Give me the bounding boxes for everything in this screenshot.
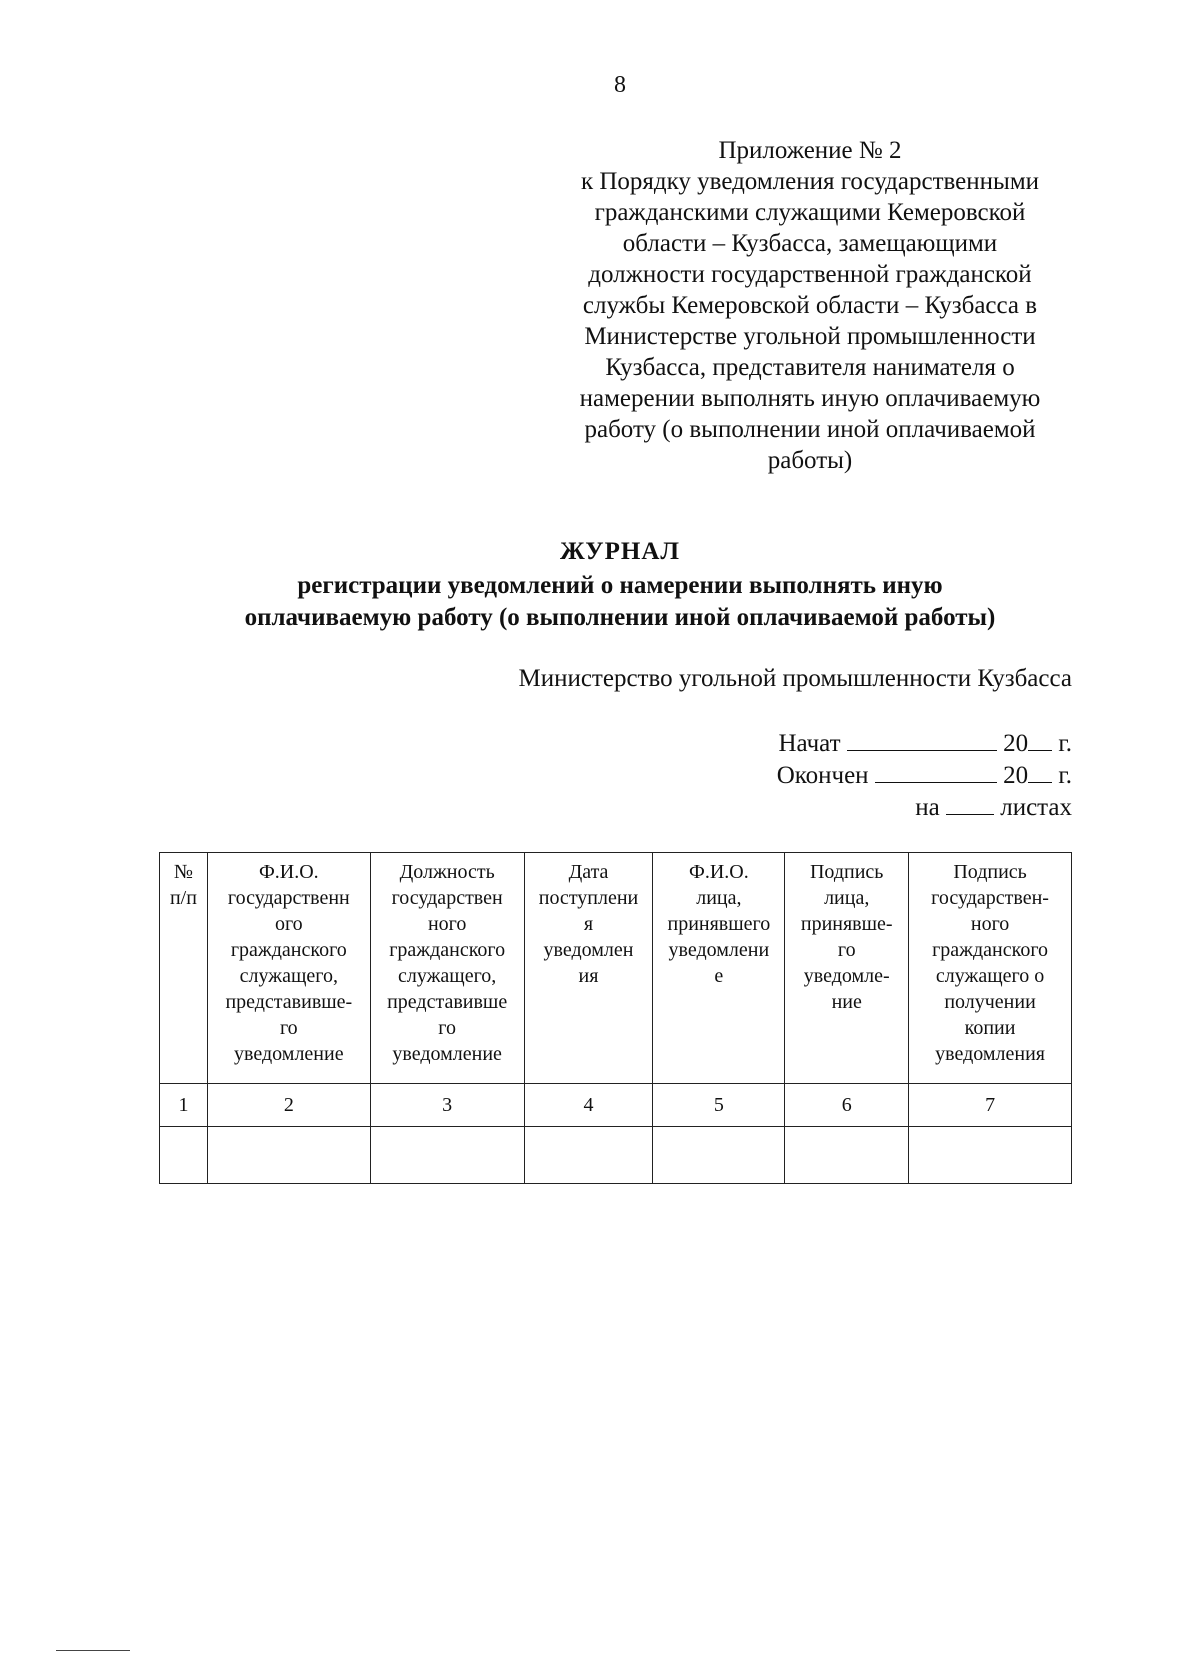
appendix-block [555, 135, 1065, 476]
header-line: лица, [696, 887, 742, 909]
header-line: уведомление [234, 1043, 344, 1065]
journal-subtitle-line: регистрации уведомлений о намерении выполнять иную [297, 572, 943, 599]
appendix-line: Кузбасса, представителя нанимателя о [605, 354, 1015, 381]
journal-subtitle-line: оплачиваемую работу (о выполнении иной оплачиваемой работы) [244, 604, 996, 631]
ended-year-suffix: г. [1058, 762, 1072, 789]
page-number: 8 [614, 72, 626, 98]
header-line: государственн [227, 887, 350, 909]
empty-cell [207, 1127, 370, 1184]
column-number-cell: 3 [370, 1084, 524, 1127]
started-year-suffix: г. [1058, 730, 1072, 757]
sheets-row [777, 792, 1072, 824]
header-line: гражданского [389, 939, 506, 961]
header-cell [524, 853, 653, 1084]
appendix-line: Приложение № 2 [718, 137, 902, 164]
header-line: получении [944, 991, 1036, 1013]
started-label: Начат [778, 730, 841, 757]
empty-cell [909, 1127, 1072, 1184]
column-number-cell: 5 [653, 1084, 785, 1127]
column-number-cell: 1 [160, 1084, 208, 1127]
appendix-line: работы) [767, 447, 853, 474]
header-cell [785, 853, 909, 1084]
header-cell [370, 853, 524, 1084]
header-cell [653, 853, 785, 1084]
header-line: го [837, 939, 856, 961]
header-line: служащего, [398, 965, 497, 987]
empty-cell [160, 1127, 208, 1184]
empty-cell [653, 1127, 785, 1184]
column-number-cell: 2 [207, 1084, 370, 1127]
header-cell [207, 853, 370, 1084]
header-line: государствен [391, 887, 503, 909]
header-line: уведомлени [668, 939, 770, 961]
column-number-cell: 7 [909, 1084, 1072, 1127]
column-number-cell: 6 [785, 1084, 909, 1127]
header-line: го [438, 1017, 457, 1039]
sheets-prefix: на [915, 794, 940, 821]
header-line: уведомлен [543, 939, 634, 961]
header-row [160, 853, 1072, 1084]
header-line: гражданского [932, 939, 1049, 961]
ended-year-prefix: 20 [1003, 762, 1029, 789]
empty-cell [785, 1127, 909, 1184]
header-line: принявшего [667, 913, 771, 935]
header-line: принявше- [800, 913, 893, 935]
appendix-line: гражданскими служащими Кемеровской [594, 199, 1026, 226]
header-line: Ф.И.О. [258, 861, 319, 883]
header-line: служащего, [239, 965, 338, 987]
header-line: ного [427, 913, 467, 935]
journal-title: ЖУРНАЛ [559, 538, 681, 565]
header-line: гражданского [230, 939, 347, 961]
header-line: п/п [169, 887, 197, 909]
header-line: лица, [824, 887, 870, 909]
header-line: № [173, 861, 193, 883]
header-line: ого [274, 913, 303, 935]
scan-edge-line [56, 1650, 130, 1651]
header-line: поступлени [538, 887, 639, 909]
header-line: Дата [568, 861, 609, 883]
column-number-cell: 4 [524, 1084, 653, 1127]
appendix-line: намерении выполнять иную оплачиваемую [579, 385, 1041, 412]
appendix-line: Министерстве угольной промышленности [584, 323, 1036, 350]
started-row [777, 728, 1072, 760]
header-line: копии [964, 1017, 1016, 1039]
header-line: представивше [387, 991, 508, 1013]
ended-label: Окончен [776, 762, 869, 789]
started-year-blank [1028, 730, 1052, 751]
header-line: уведомление [392, 1043, 502, 1065]
header-cell [160, 853, 208, 1084]
register-table [159, 852, 1072, 1184]
ended-row [777, 760, 1072, 792]
appendix-line: к Порядку уведомления государственными [580, 168, 1040, 195]
ended-date-blank [875, 762, 997, 783]
ministry-name: Министерство угольной промышленности Кузбасса [518, 665, 1072, 692]
appendix-line: службы Кемеровской области – Кузбасса в [582, 292, 1038, 319]
empty-cell [370, 1127, 524, 1184]
header-line: ия [578, 965, 599, 987]
header-line: го [279, 1017, 298, 1039]
journal-dates [777, 728, 1072, 824]
empty-cell [524, 1127, 653, 1184]
header-line: я [583, 913, 594, 935]
header-cell [909, 853, 1072, 1084]
sheets-count-blank [946, 794, 994, 815]
appendix-line: работу (о выполнении иной оплачиваемой [584, 416, 1036, 443]
appendix-line: должности государственной гражданской [588, 261, 1032, 288]
header-line: уведомления [935, 1043, 1045, 1065]
header-line: Ф.И.О. [689, 861, 749, 883]
started-date-blank [847, 730, 997, 751]
header-line: служащего о [935, 965, 1045, 987]
appendix-line: области – Кузбасса, замещающими [622, 230, 998, 257]
header-line: представивше- [225, 991, 353, 1013]
sheets-suffix: листах [1000, 794, 1072, 821]
ended-year-blank [1028, 762, 1052, 783]
journal-subtitle [0, 570, 1200, 634]
header-line: ного [970, 913, 1010, 935]
header-line: Подпись [809, 861, 884, 883]
header-line: Подпись [953, 861, 1027, 883]
header-line: государствен- [931, 887, 1049, 909]
header-line: Должность [399, 861, 495, 883]
started-year-prefix: 20 [1003, 730, 1029, 757]
header-line: е [714, 965, 724, 987]
column-number-row [160, 1084, 1072, 1127]
header-line: уведомле- [803, 965, 890, 987]
empty-entry-row [160, 1127, 1072, 1184]
header-line: ние [831, 991, 862, 1013]
